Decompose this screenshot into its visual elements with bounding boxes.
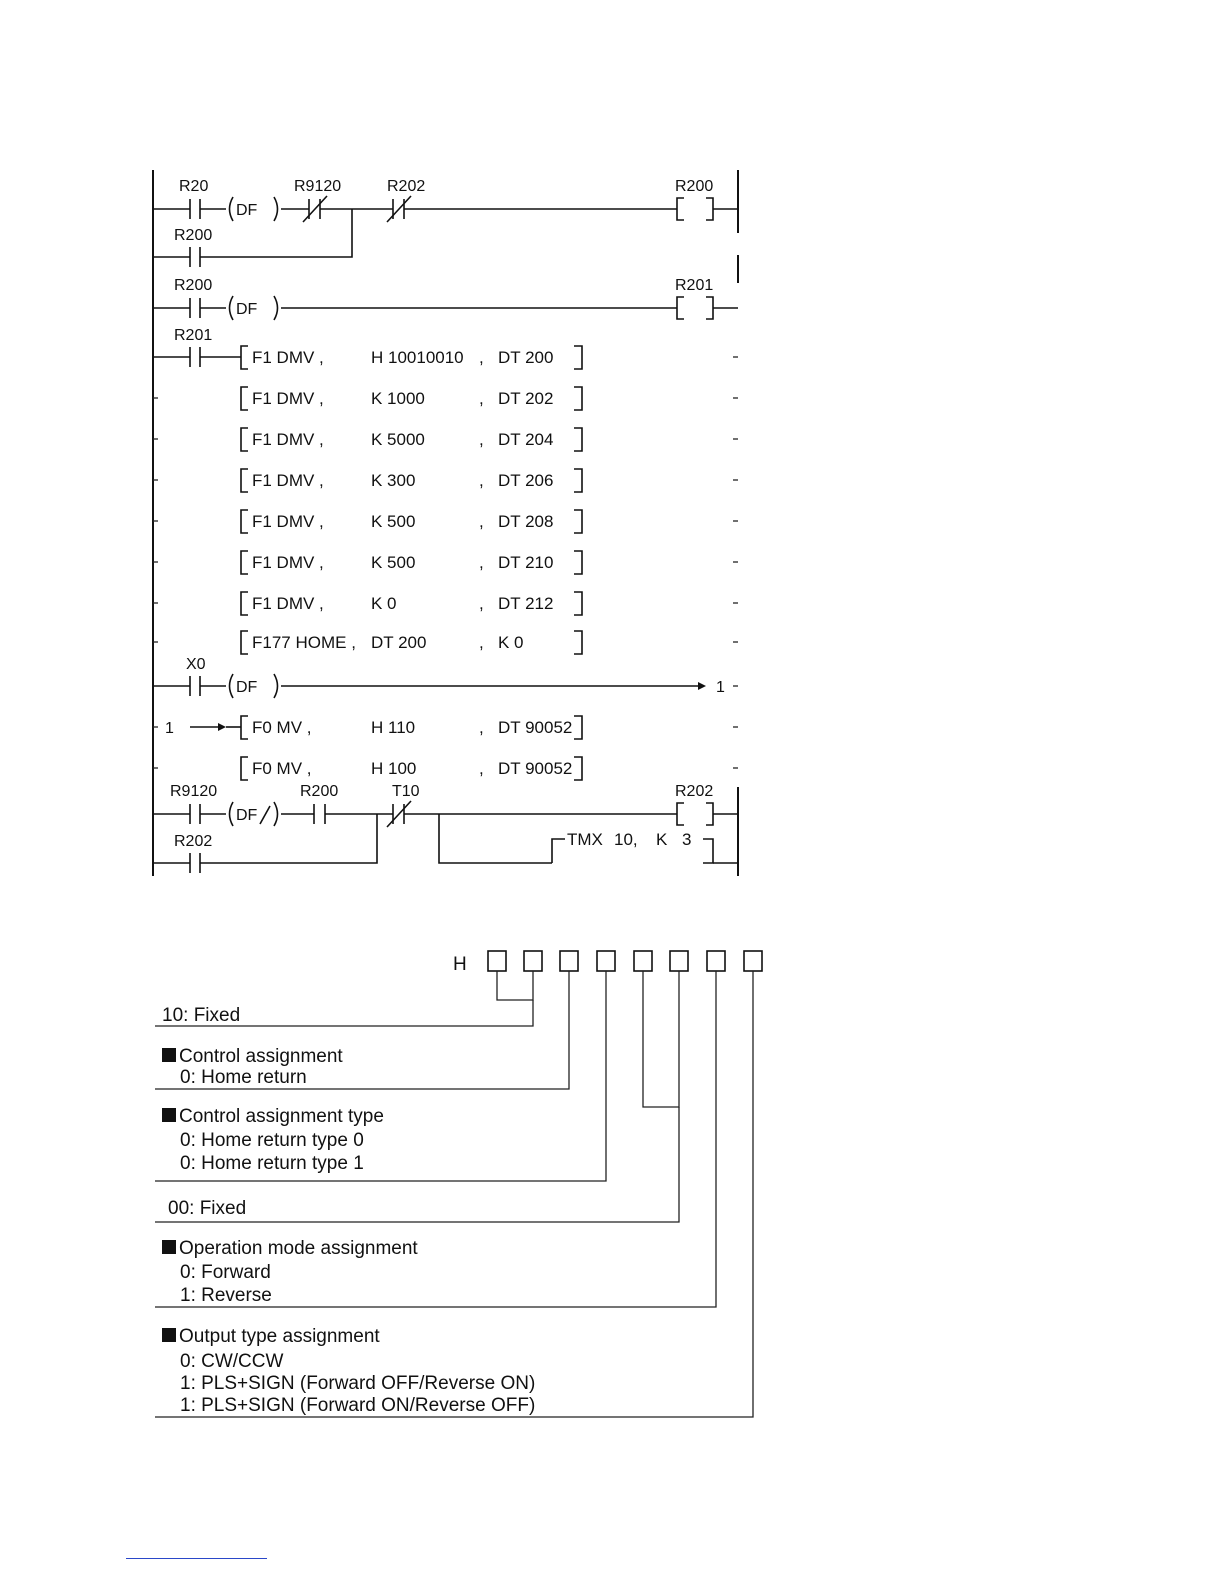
contact-label: R9120 [294,178,342,195]
bullet-square-icon [162,1240,176,1254]
instruction-op: F0 MV , [252,759,312,778]
group-output-type [162,1326,535,1416]
digit-boxes [488,951,762,971]
group-fixed-10 [162,1005,240,1026]
instruction-comma: , [479,718,484,737]
coil-label: R202 [675,783,714,800]
instruction-op: F1 DMV , [252,389,324,408]
contact-label: T10 [392,783,420,800]
instruction-arg2: DT 204 [498,430,554,449]
contact-label: R200 [174,227,213,244]
instruction-comma: , [479,512,484,531]
bullet-square-icon [162,1328,176,1342]
group-fixed-00 [168,1198,246,1219]
instruction-op: F1 DMV , [252,594,324,613]
instruction-arg1: K 300 [371,471,416,490]
df-label: DF [236,807,258,824]
group-title: Control assignment type [179,1106,384,1127]
contact-label: R202 [174,833,213,850]
instruction-arg2: DT 90052 [498,718,573,737]
instruction-op: F1 DMV , [252,430,324,449]
df-label: DF [236,679,258,696]
instruction-arg1: H 10010010 [371,348,464,367]
group-title: Control assignment [179,1046,343,1067]
group-control-assignment-type [162,1106,384,1174]
hex-prefix: H [453,954,467,975]
instruction-op: F1 DMV , [252,553,324,572]
connector-label: 1 [165,720,174,737]
instruction-comma: , [479,430,484,449]
group-option: 0: Home return type 1 [180,1153,364,1174]
instruction-arg2: DT 206 [498,471,554,490]
instruction-comma: , [479,633,484,652]
instruction-comma: , [479,471,484,490]
contact-label: R202 [387,178,426,195]
df-label: DF [236,301,258,318]
footnote-rule [126,1558,267,1559]
group-operation-mode [162,1238,418,1306]
instruction-arg1: H 110 [371,718,416,737]
instruction-comma: , [479,348,484,367]
instruction-arg2: DT 200 [498,348,554,367]
instruction-comma: , [479,594,484,613]
instruction-arg1: K 5000 [371,430,425,449]
group-title: 00: Fixed [168,1198,247,1219]
timer-arg: 10, [614,830,638,849]
group-option: 0: Home return type 0 [180,1130,364,1151]
group-option: 0: CW/CCW [180,1351,284,1372]
contact-label: R20 [179,178,209,195]
instruction-op: F1 DMV , [252,471,324,490]
instruction-comma: , [479,389,484,408]
instruction-arg1: DT 200 [371,633,427,652]
bullet-square-icon [162,1048,176,1062]
group-title: 10: Fixed [162,1005,241,1026]
coil-label: R200 [675,178,714,195]
timer-arg: K [656,830,668,849]
group-title: Operation mode assignment [179,1238,418,1259]
contact-label: R200 [300,783,339,800]
contact-label: R9120 [170,783,218,800]
instruction-arg1: K 1000 [371,389,425,408]
group-option: 0: Forward [180,1262,271,1283]
instruction-op: F177 HOME , [252,633,356,652]
group-option: 1: PLS+SIGN (Forward OFF/Reverse ON) [180,1373,536,1394]
instruction-arg2: DT 90052 [498,759,573,778]
group-title: Output type assignment [179,1326,380,1347]
contact-label: X0 [186,656,206,673]
group-option: 1: Reverse [180,1285,272,1306]
instruction-arg2: DT 210 [498,553,554,572]
instruction-op: F0 MV , [252,718,312,737]
coil-label: R201 [675,277,714,294]
instruction-arg2: DT 208 [498,512,554,531]
instruction-arg1: K 0 [371,594,397,613]
bullet-square-icon [162,1108,176,1122]
instruction-arg2: K 0 [498,633,524,652]
group-option: 1: PLS+SIGN (Forward ON/Reverse OFF) [180,1395,536,1416]
group-control-assignment [162,1046,343,1088]
instruction-arg2: DT 212 [498,594,554,613]
instruction-arg1: K 500 [371,512,416,531]
instruction-arg1: H 100 [371,759,417,778]
connector-label: 1 [716,679,725,696]
instruction-op: F1 DMV , [252,348,324,367]
df-label: DF [236,202,258,219]
contact-label: R201 [174,327,213,344]
timer-arg: 3 [682,830,692,849]
timer-op: TMX [567,830,603,849]
instruction-comma: , [479,553,484,572]
instruction-arg1: K 500 [371,553,416,572]
group-option: 0: Home return [180,1067,307,1088]
instruction-comma: , [479,759,484,778]
instruction-op: F1 DMV , [252,512,324,531]
instruction-arg2: DT 202 [498,389,554,408]
contact-label: R200 [174,277,213,294]
